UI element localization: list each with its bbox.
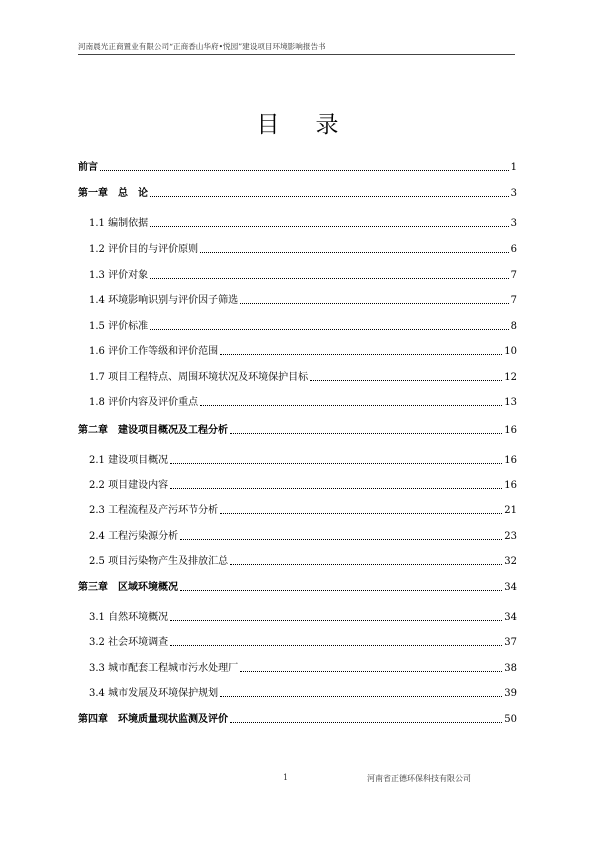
toc-dot-leader	[310, 379, 502, 381]
toc-entry-page-number: 12	[504, 372, 517, 383]
toc-entry-page-number: 39	[504, 688, 517, 699]
toc-dot-leader	[220, 353, 502, 355]
footer-company: 河南省正德环保科技有限公司	[367, 774, 471, 783]
toc-dot-leader	[220, 512, 502, 514]
toc-section-entry[interactable]	[89, 342, 517, 358]
toc-section-entry[interactable]	[89, 501, 517, 517]
toc-entry-label: 2.1 建设项目概况	[89, 455, 169, 466]
toc-entry-page-number: 7	[510, 295, 517, 306]
toc-entry-label: 1.5 评价标准	[89, 321, 149, 332]
toc-dot-leader	[230, 432, 502, 434]
toc-dot-leader	[240, 302, 509, 304]
toc-entry-page-number: 37	[504, 637, 517, 648]
toc-entry-label: 3.2 社会环境调查	[89, 637, 169, 648]
toc-entry-label: 3.1 自然环境概况	[89, 612, 169, 623]
toc-entry-page-number: 34	[504, 612, 517, 623]
toc-entry-page-number: 50	[504, 714, 517, 725]
toc-entry-page-number: 1	[510, 162, 517, 173]
toc-dot-leader	[150, 225, 509, 227]
toc-entry-page-number: 16	[504, 480, 517, 491]
toc-section-entry[interactable]	[89, 659, 517, 675]
running-header: 河南晨光正商置业有限公司“正商香山华府•悦园”建设项目环境影响报告书	[78, 41, 515, 55]
toc-dot-leader	[150, 328, 509, 330]
toc-section-entry[interactable]	[89, 552, 517, 568]
toc-dot-leader	[200, 404, 502, 406]
toc-section-entry[interactable]	[89, 368, 517, 384]
toc-entry-page-number: 23	[504, 531, 517, 542]
toc-chapter-entry[interactable]	[78, 710, 517, 726]
toc-section-entry[interactable]	[89, 266, 517, 282]
toc-entry-label: 第一章 总 论	[78, 188, 148, 199]
toc-section-entry[interactable]	[89, 527, 517, 543]
toc-entry-label: 第四章 环境质量现状监测及评价	[78, 714, 228, 725]
toc-entry-label: 前言	[78, 162, 98, 173]
toc-section-entry[interactable]	[89, 393, 517, 409]
toc-dot-leader	[220, 695, 502, 697]
page-title	[0, 106, 595, 139]
toc-entry-label: 2.4 工程污染源分析	[89, 531, 179, 542]
toc-section-entry[interactable]	[89, 317, 517, 333]
toc-entry-page-number: 6	[510, 244, 517, 255]
toc-dot-leader	[240, 670, 502, 672]
toc-chapter-entry[interactable]	[78, 158, 517, 174]
toc-entry-label: 1.7 项目工程特点、周围环境状况及环境保护目标	[89, 372, 309, 383]
toc-entry-label: 1.8 评价内容及评价重点	[89, 397, 199, 408]
toc-dot-leader	[200, 251, 509, 253]
toc-dot-leader	[180, 538, 502, 540]
toc-entry-page-number: 34	[504, 582, 517, 593]
toc-entry-page-number: 3	[510, 218, 517, 229]
toc-dot-leader	[170, 487, 502, 489]
toc-entry-label: 2.3 工程流程及产污环节分析	[89, 505, 219, 516]
toc-dot-leader	[230, 721, 502, 723]
toc-entry-page-number: 21	[504, 505, 517, 516]
title-char-2: 录	[315, 112, 339, 138]
toc-entry-label: 1.2 评价目的与评价原则	[89, 244, 199, 255]
toc-dot-leader	[230, 563, 502, 565]
toc-section-entry[interactable]	[89, 608, 517, 624]
toc-section-entry[interactable]	[89, 214, 517, 230]
toc-chapter-entry[interactable]	[78, 421, 517, 437]
toc-entry-page-number: 16	[504, 455, 517, 466]
toc-entry-page-number: 10	[504, 346, 517, 357]
toc-entry-page-number: 38	[504, 663, 517, 674]
toc-section-entry[interactable]	[89, 633, 517, 649]
toc-section-entry[interactable]	[89, 240, 517, 256]
toc-entry-label: 1.1 编制依据	[89, 218, 149, 229]
toc-entry-label: 1.4 环境影响识别与评价因子筛选	[89, 295, 239, 306]
toc-entry-page-number: 13	[504, 397, 517, 408]
toc-entry-page-number: 3	[510, 188, 517, 199]
toc-entry-page-number: 32	[504, 556, 517, 567]
toc-entry-label: 第二章 建设项目概况及工程分析	[78, 425, 228, 436]
toc-section-entry[interactable]	[89, 684, 517, 700]
toc-entry-label: 2.5 项目污染物产生及排放汇总	[89, 556, 229, 567]
toc-dot-leader	[150, 195, 509, 197]
toc-dot-leader	[170, 619, 502, 621]
toc-section-entry[interactable]	[89, 451, 517, 467]
toc-dot-leader	[100, 169, 509, 171]
toc-entry-page-number: 8	[510, 321, 517, 332]
toc-section-entry[interactable]	[89, 476, 517, 492]
toc-entry-label: 1.6 评价工作等级和评价范围	[89, 346, 219, 357]
toc-dot-leader	[170, 644, 502, 646]
toc-chapter-entry[interactable]	[78, 578, 517, 594]
toc-entry-label: 第三章 区域环境概况	[78, 582, 178, 593]
page-number: 1	[283, 773, 289, 782]
toc-section-entry[interactable]	[89, 291, 517, 307]
title-char-1: 目	[256, 112, 280, 138]
toc-dot-leader	[150, 277, 509, 279]
toc-dot-leader	[180, 589, 502, 591]
toc-entry-label: 1.3 评价对象	[89, 270, 149, 281]
toc-entry-label: 3.3 城市配套工程城市污水处理厂	[89, 663, 239, 674]
toc-dot-leader	[170, 462, 502, 464]
toc-entry-label: 2.2 项目建设内容	[89, 480, 169, 491]
toc-entry-page-number: 16	[504, 425, 517, 436]
toc-entry-page-number: 7	[510, 270, 517, 281]
toc-chapter-entry[interactable]	[78, 184, 517, 200]
toc-entry-label: 3.4 城市发展及环境保护规划	[89, 688, 219, 699]
